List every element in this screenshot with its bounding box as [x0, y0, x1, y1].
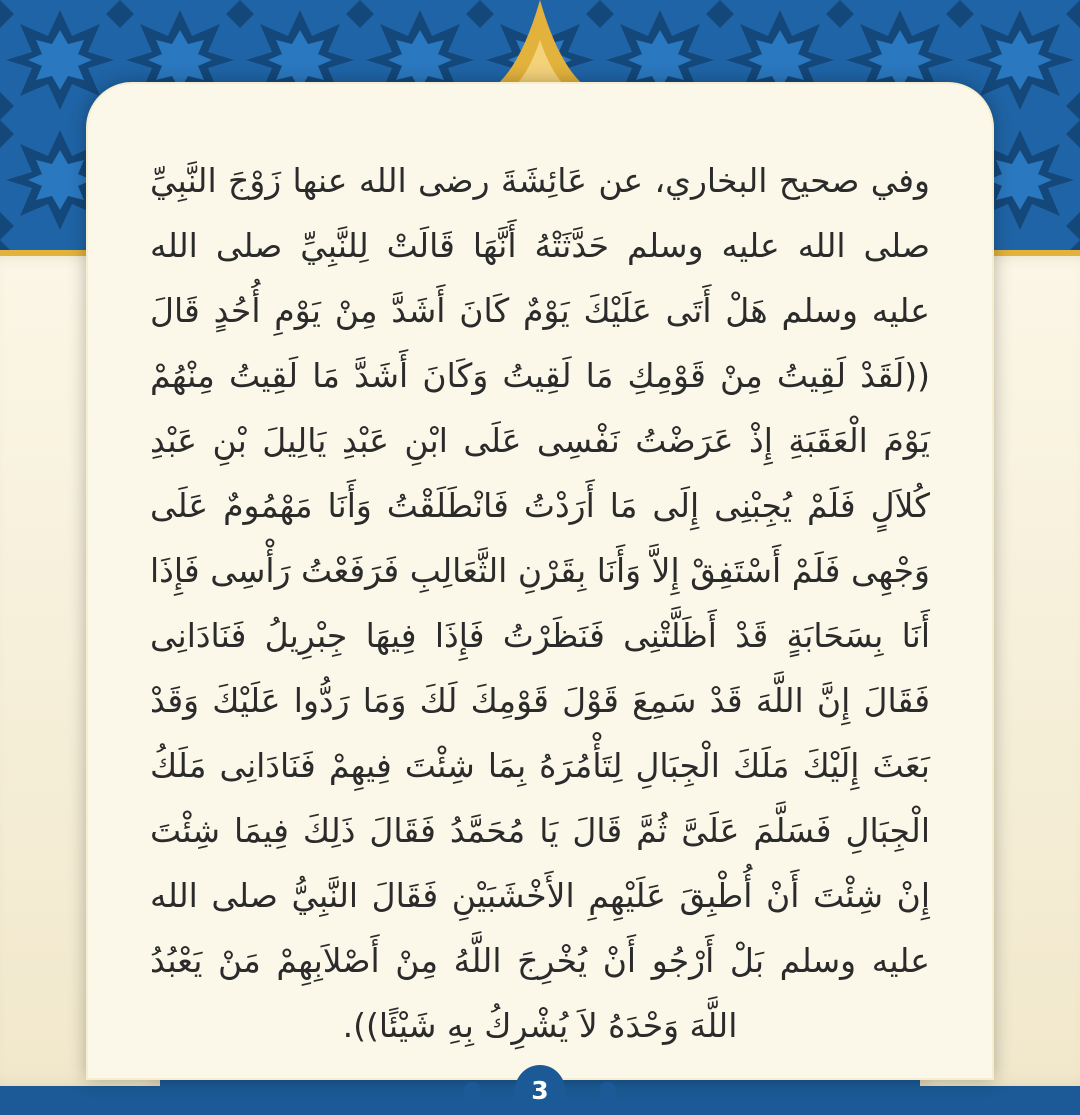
hadith-text: وفي صحيح البخاري، عن عَائِشَةَ رضى الله عنها زَوْجَ النَّبِيِّ صلى الله عليه وسلم حَدَّثَتْهُ أَنَّهَا قَالَتْ لِلنَّبِيِّ صلى الله عليه وسلم هَلْ أَتَى عَلَيْكَ يَوْمٌ كَانَ أَشَدَّ مِنْ يَوْمِ أُحُدٍ قَالَ ((لَقَدْ لَقِيتُ مِنْ قَوْمِكِ مَا لَقِيتُ وَكَانَ أَشَدَّ مَا لَقِيتُ مِنْهُمْ يَوْمَ الْعَقَبَةِ إِذْ عَرَضْتُ نَفْسِى عَلَى ابْنِ عَبْدِ يَالِيلَ بْنِ عَبْدِ كُلاَلٍ فَلَمْ يُجِبْنِى إِلَى مَا أَرَدْتُ فَانْطَلَقْتُ وَأَنَا مَهْمُومٌ عَلَى وَجْهِى فَلَمْ أَسْتَفِقْ إِلاَّ وَأَنَا بِقَرْنِ الثَّعَالِبِ فَرَفَعْتُ رَأْسِى فَإِذَا أَنَا بِسَحَابَةٍ قَدْ أَظَلَّتْنِى فَنَظَرْتُ فَإِذَا فِيهَا جِبْرِيلُ فَنَادَانِى فَقَالَ إِنَّ اللَّهَ قَدْ سَمِعَ قَوْلَ قَوْمِكَ لَكَ وَمَا رَدُّوا عَلَيْكَ وَقَدْ بَعَثَ إِلَيْكَ مَلَكَ الْجِبَالِ لِتَأْمُرَهُ بِمَا شِئْتَ فِيهِمْ فَنَادَانِى مَلَكُ الْجِبَالِ فَسَلَّمَ عَلَىَّ ثُمَّ قَالَ يَا مُحَمَّدُ فَقَالَ ذَلِكَ فِيمَا شِئْتَ إِنْ شِئْتَ أَنْ أُطْبِقَ عَلَيْهِمِ الأَخْشَبَيْنِ فَقَالَ النَّبِيُّ صلى الله عليه وسلم بَلْ أَرْجُو أَنْ يُخْرِجَ اللَّهُ مِنْ أَصْلاَبِهِمْ مَنْ يَعْبُدُ اللَّهَ وَحْدَهُ لاَ يُشْرِكُ بِهِ شَيْئًا)).: [150, 161, 930, 1045]
pagination-dot-right[interactable]: [464, 1082, 481, 1099]
pagination: [86, 1065, 994, 1115]
content-page: [86, 82, 994, 1105]
pagination-dot-left[interactable]: [599, 1082, 616, 1099]
page-number-badge: 3: [515, 1065, 565, 1115]
